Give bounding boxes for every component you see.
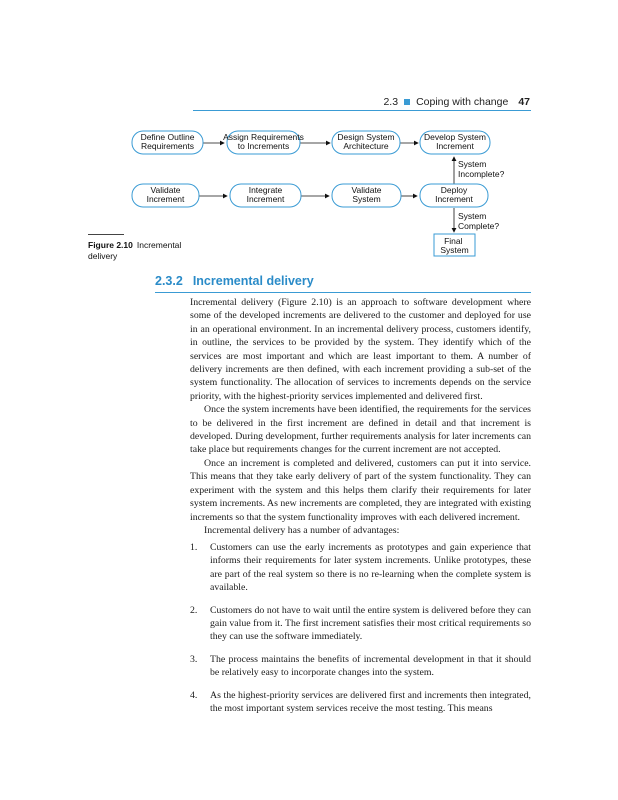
process-node-label: Validate Increment [146, 185, 185, 204]
header-title: Coping with change [416, 96, 509, 108]
process-node [132, 184, 199, 207]
label-system-complete: System Complete? [458, 211, 500, 231]
svg-text:Final System: Final System [440, 236, 469, 255]
process-node-label: Develop System Increment [424, 132, 486, 151]
list-item-number: 2. [190, 604, 198, 616]
process-node-label: Validate System [351, 185, 382, 204]
list-item [190, 541, 531, 595]
paragraph: Incremental delivery (Figure 2.10) is an approach to software development where some of the developed increments are delivered to the customer and deployed for use in an operational environment. In an incremental delivery process, customers identify, in outline, the services to be provided by the system. They identify which of the services are most important and which are least important to them. A number of delivery increments are then defined, with each increment providing a sub-set of the system functionality. The allocation of services to increments depends on the service priority, with the highest-priority services implemented and delivered first. [190, 297, 531, 402]
figure-rule [88, 234, 124, 235]
paragraph: Once the system increments have been identified, the requirements for the services to be delivered in the first increment are defined in detail and that increment is developed. During development, further requirements analysis for later increments can take place but requirements changes for the current increment are not accepted. [190, 404, 531, 456]
list-item-number: 3. [190, 653, 198, 665]
figure-caption [88, 240, 208, 262]
process-node-label: Design System Architecture [337, 132, 395, 151]
section-title: Incremental delivery [192, 274, 314, 288]
diagram-row-bottom [132, 184, 488, 207]
process-node [223, 131, 304, 154]
list-item-number: 1. [190, 542, 198, 553]
process-node [420, 131, 490, 154]
process-node-label: Deploy Increment [435, 185, 473, 204]
list-item-text: The process maintains the benefits of incremental development in that it should be relatively easy to incorporate changes into the system. [210, 653, 531, 679]
process-node-label: Integrate Increment [246, 185, 285, 204]
body-text [190, 296, 531, 537]
process-node-label: Define Outline Requirements [140, 132, 195, 151]
list-item-text: Customers do not have to wait until the entire system is delivered before they can gain value from it. The first increment satisfies their most critical requirements so they can use the software immediately. [210, 604, 531, 643]
process-node [332, 184, 401, 207]
label-system-incomplete: System Incomplete? [458, 159, 505, 179]
process-node [332, 131, 400, 154]
page-number: 47 [518, 96, 530, 108]
section-heading [155, 274, 314, 288]
advantages-list [190, 541, 531, 724]
paragraph: Incremental delivery has a number of advantages: [204, 524, 400, 536]
process-node [132, 131, 203, 154]
paragraph: Once an increment is completed and delivered, customers can put it into service. This means that they take early delivery of part of the system functionality. They can experiment with the system and this helps them clarify their requirements for later system increments. As new increments are completed, they are integrated with existing increments so that the system functionality improves with each delivered increment. [190, 457, 531, 523]
list-item-number: 4. [190, 689, 198, 701]
header-section-number: 2.3 [383, 96, 399, 108]
section-rule [155, 292, 531, 293]
list-item [190, 604, 531, 644]
process-node [230, 184, 301, 207]
process-node [420, 184, 488, 207]
section-number: 2.3.2 [155, 274, 183, 288]
list-item [190, 689, 531, 716]
process-node-label: Assign Requirements to Increments [223, 132, 304, 151]
list-item-text: As the highest-priority services are delivered first and increments then integrated, the most important system services receive the most testing. This means [210, 689, 531, 715]
final-system-box [434, 234, 475, 256]
list-item-text: Customers can use the early increments as prototypes and gain experience that informs their requirements for later system increments. Unlike prototypes, these are part of the real system so there is no re-learning when the complete system is available. [210, 542, 531, 594]
diagram-row-top [132, 131, 490, 154]
figure-label: Figure 2.10 [88, 240, 133, 250]
incremental-delivery-diagram [0, 0, 618, 270]
list-item [190, 653, 531, 680]
figure-caption-text: Incremental delivery [88, 240, 182, 261]
